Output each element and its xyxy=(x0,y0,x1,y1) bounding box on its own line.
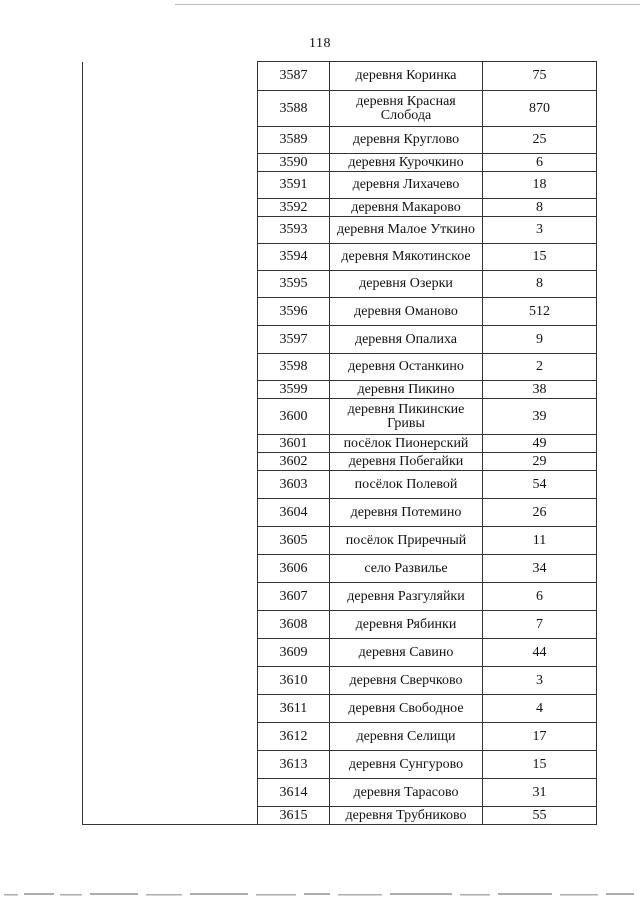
blank-cell xyxy=(83,583,258,611)
value-cell: 870 xyxy=(483,91,597,127)
table-row xyxy=(83,244,597,271)
row-number-cell: 3590 xyxy=(258,154,330,172)
table-row xyxy=(83,723,597,751)
blank-cell xyxy=(83,271,258,298)
row-number-cell: 3613 xyxy=(258,751,330,779)
row-number-cell: 3597 xyxy=(258,326,330,354)
row-number-cell: 3587 xyxy=(258,62,330,91)
blank-cell xyxy=(83,217,258,244)
settlement-name-cell: деревня Сверчково xyxy=(330,667,483,695)
blank-cell xyxy=(83,807,258,825)
settlement-name-cell: посёлок Пионерский xyxy=(330,435,483,453)
row-number-cell: 3594 xyxy=(258,244,330,271)
row-number-cell: 3595 xyxy=(258,271,330,298)
settlement-name-cell: деревня Пикино xyxy=(330,381,483,399)
value-cell: 38 xyxy=(483,381,597,399)
row-number-cell: 3592 xyxy=(258,199,330,217)
blank-cell xyxy=(83,723,258,751)
blank-cell xyxy=(83,127,258,154)
table-row xyxy=(83,751,597,779)
settlement-name-cell: деревня Пикинские Гривы xyxy=(330,399,483,435)
table-row xyxy=(83,91,597,127)
settlement-name-cell: село Развилье xyxy=(330,555,483,583)
settlement-name-cell: деревня Рябинки xyxy=(330,611,483,639)
row-number-cell: 3599 xyxy=(258,381,330,399)
blank-cell xyxy=(83,667,258,695)
settlement-name-cell: деревня Сунгурово xyxy=(330,751,483,779)
value-cell: 49 xyxy=(483,435,597,453)
table-row xyxy=(83,326,597,354)
row-number-cell: 3601 xyxy=(258,435,330,453)
value-cell: 25 xyxy=(483,127,597,154)
blank-cell xyxy=(83,499,258,527)
table-row xyxy=(83,527,597,555)
value-cell: 55 xyxy=(483,807,597,825)
table-row xyxy=(83,271,597,298)
settlement-name-cell: деревня Свободное xyxy=(330,695,483,723)
table-row xyxy=(83,453,597,471)
blank-cell xyxy=(83,695,258,723)
row-number-cell: 3602 xyxy=(258,453,330,471)
row-number-cell: 3589 xyxy=(258,127,330,154)
settlement-name-cell: деревня Останкино xyxy=(330,354,483,381)
settlement-name-cell: посёлок Полевой xyxy=(330,471,483,499)
settlement-name-cell: деревня Мякотинское xyxy=(330,244,483,271)
table-row xyxy=(83,779,597,807)
settlement-name-cell: деревня Побегайки xyxy=(330,453,483,471)
blank-cell xyxy=(83,172,258,199)
table-row xyxy=(83,611,597,639)
blank-cell xyxy=(83,381,258,399)
table-row xyxy=(83,217,597,244)
table-row xyxy=(83,298,597,326)
row-number-cell: 3608 xyxy=(258,611,330,639)
value-cell: 17 xyxy=(483,723,597,751)
value-cell: 31 xyxy=(483,779,597,807)
value-cell: 18 xyxy=(483,172,597,199)
settlement-name-cell: деревня Курочкино xyxy=(330,154,483,172)
settlement-name-cell: деревня Оманово xyxy=(330,298,483,326)
blank-cell xyxy=(83,199,258,217)
blank-cell xyxy=(83,298,258,326)
table-row xyxy=(83,695,597,723)
blank-cell xyxy=(83,354,258,381)
settlement-name-cell: деревня Тарасово xyxy=(330,779,483,807)
settlement-name-cell: деревня Лихачево xyxy=(330,172,483,199)
value-cell: 8 xyxy=(483,271,597,298)
value-cell: 15 xyxy=(483,751,597,779)
blank-cell xyxy=(83,453,258,471)
scan-noise xyxy=(0,891,640,899)
blank-cell xyxy=(83,62,258,91)
value-cell: 15 xyxy=(483,244,597,271)
row-number-cell: 3588 xyxy=(258,91,330,127)
settlement-name-cell: деревня Савино xyxy=(330,639,483,667)
settlements-table xyxy=(82,61,597,825)
table-row xyxy=(83,127,597,154)
value-cell: 6 xyxy=(483,583,597,611)
page-number: 118 xyxy=(309,36,331,51)
value-cell: 4 xyxy=(483,695,597,723)
value-cell: 29 xyxy=(483,453,597,471)
table-row xyxy=(83,154,597,172)
table-row xyxy=(83,435,597,453)
row-number-cell: 3603 xyxy=(258,471,330,499)
value-cell: 3 xyxy=(483,217,597,244)
row-number-cell: 3593 xyxy=(258,217,330,244)
blank-cell xyxy=(83,154,258,172)
value-cell: 3 xyxy=(483,667,597,695)
settlement-name-cell: деревня Коринка xyxy=(330,62,483,91)
table-row xyxy=(83,399,597,435)
settlement-name-cell: деревня Красная Слобода xyxy=(330,91,483,127)
settlement-name-cell: деревня Малое Уткино xyxy=(330,217,483,244)
value-cell: 44 xyxy=(483,639,597,667)
row-number-cell: 3611 xyxy=(258,695,330,723)
value-cell: 2 xyxy=(483,354,597,381)
value-cell: 26 xyxy=(483,499,597,527)
settlement-name-cell: деревня Потемино xyxy=(330,499,483,527)
table-row xyxy=(83,807,597,825)
settlement-name-cell: деревня Озерки xyxy=(330,271,483,298)
value-cell: 54 xyxy=(483,471,597,499)
table-row xyxy=(83,667,597,695)
value-cell: 6 xyxy=(483,154,597,172)
table-row xyxy=(83,499,597,527)
settlement-name-cell: посёлок Приречный xyxy=(330,527,483,555)
value-cell: 75 xyxy=(483,62,597,91)
settlement-name-cell: деревня Трубниково xyxy=(330,807,483,825)
row-number-cell: 3600 xyxy=(258,399,330,435)
settlement-name-cell: деревня Круглово xyxy=(330,127,483,154)
row-number-cell: 3609 xyxy=(258,639,330,667)
blank-cell xyxy=(83,639,258,667)
table-row xyxy=(83,471,597,499)
value-cell: 512 xyxy=(483,298,597,326)
value-cell: 34 xyxy=(483,555,597,583)
value-cell: 8 xyxy=(483,199,597,217)
blank-cell xyxy=(83,91,258,127)
row-number-cell: 3606 xyxy=(258,555,330,583)
row-number-cell: 3605 xyxy=(258,527,330,555)
settlement-name-cell: деревня Макарово xyxy=(330,199,483,217)
value-cell: 7 xyxy=(483,611,597,639)
row-number-cell: 3591 xyxy=(258,172,330,199)
table-row xyxy=(83,354,597,381)
table-row xyxy=(83,199,597,217)
row-number-cell: 3598 xyxy=(258,354,330,381)
blank-cell xyxy=(83,611,258,639)
value-cell: 39 xyxy=(483,399,597,435)
row-number-cell: 3615 xyxy=(258,807,330,825)
blank-cell xyxy=(83,244,258,271)
settlement-name-cell: деревня Селищи xyxy=(330,723,483,751)
row-number-cell: 3604 xyxy=(258,499,330,527)
settlements-table-body xyxy=(83,62,597,825)
row-number-cell: 3614 xyxy=(258,779,330,807)
table-row xyxy=(83,62,597,91)
blank-cell xyxy=(83,779,258,807)
value-cell: 11 xyxy=(483,527,597,555)
row-number-cell: 3612 xyxy=(258,723,330,751)
blank-cell xyxy=(83,435,258,453)
blank-cell xyxy=(83,326,258,354)
row-number-cell: 3607 xyxy=(258,583,330,611)
value-cell: 9 xyxy=(483,326,597,354)
row-number-cell: 3610 xyxy=(258,667,330,695)
table-row xyxy=(83,381,597,399)
scan-top-rule xyxy=(175,4,640,5)
blank-cell xyxy=(83,527,258,555)
table-row xyxy=(83,555,597,583)
table-row xyxy=(83,639,597,667)
settlement-name-cell: деревня Опалиха xyxy=(330,326,483,354)
blank-cell xyxy=(83,471,258,499)
blank-cell xyxy=(83,555,258,583)
blank-cell xyxy=(83,751,258,779)
table-row xyxy=(83,583,597,611)
table-row xyxy=(83,172,597,199)
row-number-cell: 3596 xyxy=(258,298,330,326)
blank-cell xyxy=(83,399,258,435)
settlement-name-cell: деревня Разгуляйки xyxy=(330,583,483,611)
